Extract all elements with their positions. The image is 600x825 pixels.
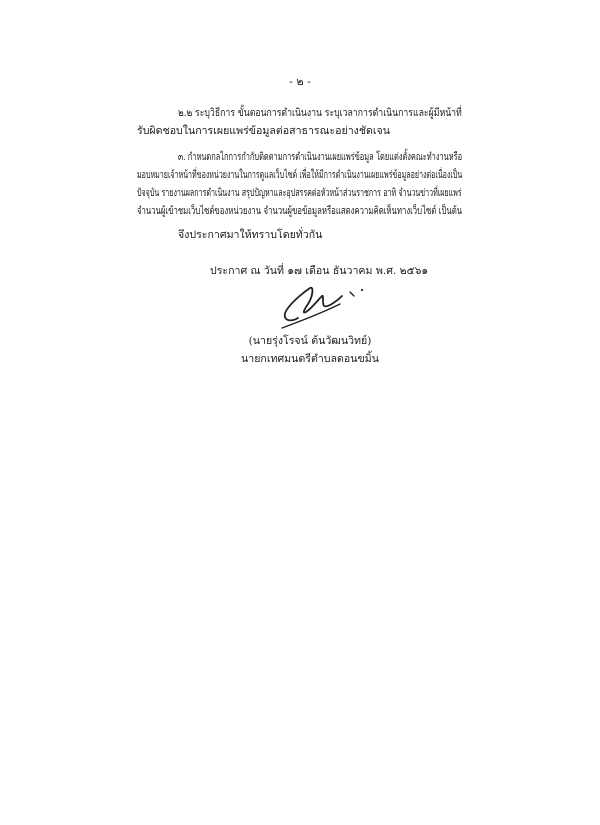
paragraph-2-2-line-2: รับผิดชอบในการเผยแพร่ข้อมูลต่อสาธารณะอย่างชัดเจน <box>137 125 390 137</box>
signature-image <box>258 278 388 334</box>
announcement-text: จึงประกาศมาให้ทราบโดยทั่วกัน <box>178 229 323 241</box>
signer-title: นายกเทศมนตรีตำบลดอนขมิ้น <box>241 353 379 365</box>
paragraph-3-line-3: ปัจจุบัน รายงานผลการดำเนินงาน สรุปปัญหาและอุปสรรคต่อหัวหน้าส่วนราชการ อาทิ จำนวนข่าวที่เผยแพร่ <box>137 187 462 199</box>
paragraph-3-line-1: ๓. กำหนดกลไกการกำกับติดตามการดำเนินงานเผยแพร่ข้อมูล โดยแต่งตั้งคณะทำงานหรือ <box>178 151 463 163</box>
page-number: - ๒ - <box>289 75 311 88</box>
signer-name: (นายรุ่งโรจน์ ต้นวัฒนวิทย์) <box>248 335 372 347</box>
date-line: ประกาศ ณ วันที่ ๑๗ เดือน ธันวาคม พ.ศ. ๒๕๖๑ <box>210 265 429 277</box>
paragraph-3-line-2: มอบหมายเจ้าหน้าที่ของหน่วยงานในการดูแลเว็บไซต์ เพื่อให้มีการดำเนินงานเผยแพร่ข้อมูลอย่างต่อเนื่องเป็น <box>137 169 463 181</box>
paragraph-3-line-4: จำนวนผู้เข้าชมเว็บไซต์ของหน่วยงาน จำนวนผู้ขอข้อมูลหรือแสดงความคิดเห็นทางเว็บไซต์ เป็นต้น <box>137 205 463 217</box>
paragraph-2-2-line-1: ๒.๒ ระบุวิธีการ ขั้นตอนการดำเนินงาน ระบุเวลาการดำเนินการและผู้มีหน้าที่ <box>178 107 462 119</box>
